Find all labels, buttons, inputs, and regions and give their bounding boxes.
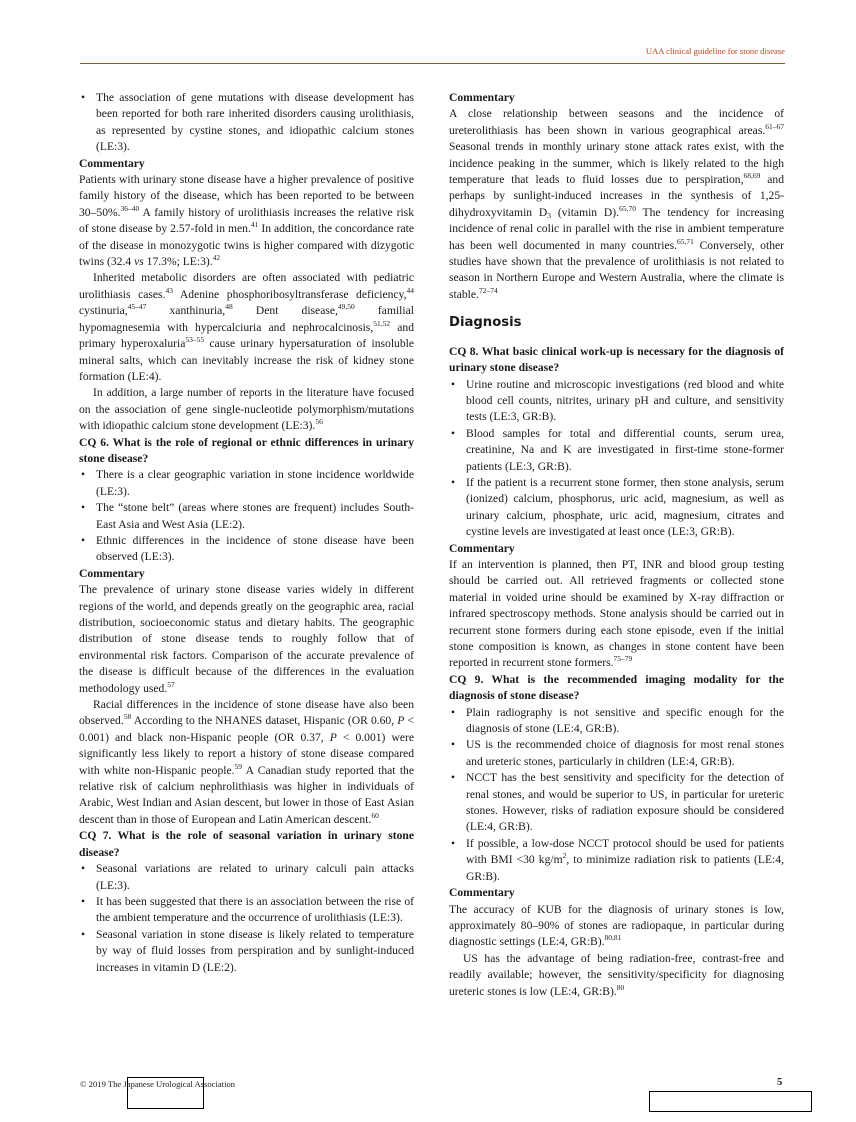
list-item: • Seasonal variations are related to urinary calculi pain attacks (LE:3).: [79, 861, 414, 894]
paragraph: The accuracy of KUB for the diagnosis of urinary stones is low, approximately 80–90% of stones are radiopaque, in particular during diagnostic settings (LE:4, GR:B).$^{80,81}$: [449, 902, 784, 949]
right-column: [449, 90, 784, 1000]
list-item: • If the patient is a recurrent stone former, then stone analysis, serum (ionized) calcium, phosphorus, uric acid, magnesium, as well as urinary calcium, phosphate, uric acid, magnesium, citrates and cystine levels are investigated at least once (LE:3, GR:B).: [449, 475, 784, 541]
paragraph: Patients with urinary stone disease have a higher prevalence of positive family history of the disease, which has been reported to be between 30–50%.$^{36-40}$ A family history of urolithiasis increases the relative risk of stone disease by 2.57-fold in men.$^{41}$ In addition, the concordance rate of the disease in monozygotic twins is higher compared with dizygotic twins (32.4 vs 17.3%; LE:3).$^{42}$: [79, 173, 414, 269]
list-item: • Ethnic differences in the incidence of stone disease have been observed (LE:3).: [79, 533, 414, 566]
commentary-heading: Commentary: [449, 91, 515, 104]
commentary-heading: Commentary: [79, 156, 145, 170]
bullet-list-genetics: [79, 90, 414, 156]
paragraph: The prevalence of urinary stone disease varies widely in different regions of the world, and depends greatly on the geographic area, racial distribution, socioeconomic status and dietary habits. The geographic distribution of stone disease tends to roughly follow that of environmental risk factors. Comparison of the accurate prevalence of the disease is difficult because of the differences in the evaluation methodology used.$^{57}$: [79, 583, 414, 695]
cq6-heading: CQ 6. What is the role of regional or ethnic differences in urinary stone disease?: [79, 435, 414, 465]
cq7-heading: CQ 7. What is the role of seasonal variation in urinary stone disease?: [79, 829, 414, 859]
cq8-heading: CQ 8. What basic clinical work-up is necessary for the diagnosis of urinary stone disease?: [449, 344, 784, 375]
footer-copyright: © 2019 The Japanese Urological Association: [80, 1079, 236, 1089]
list-item: • The “stone belt” (areas where stones are frequent) includes South-East Asia and West Asia (LE:2).: [79, 500, 414, 533]
bullet-list-cq8: [449, 377, 784, 541]
left-column: [79, 90, 414, 976]
commentary-heading: Commentary: [449, 886, 515, 900]
list-item: • There is a clear geographic variation in stone incidence worldwide (LE:3).: [79, 467, 414, 500]
paragraph: A close relationship between seasons and the incidence of ureterolithiasis has been shown in various geographical areas.$^{61-67}$ Seasonal trends in monthly urinary stone attack rates exist, with the incidence peaking in the summer, which is likely related to the high temperature that leads to fluid losses due to perspiration,$^{68,69}$ and perhaps by sunlight-induced increases in the synthesis of 1,25-dihydroxyvitamin $D_3$ (vitamin D).$^{65,70}$ The tendency for increasing incidence of renal colic in parallel with the rise in ambient temperature has been well documented in many countries.$^{65,71}$ Conversely, other studies have shown that the prevalence of urolithiasis is not related to season in Northern Europe and Western Australia, where the climate is stable.$^{72-74}$: [449, 107, 784, 301]
bullet-list-cq6: [79, 467, 414, 565]
commentary-heading: Commentary: [449, 541, 515, 555]
running-title: UAA clinical guideline for stone disease: [645, 46, 785, 56]
paragraph: If an intervention is planned, then PT, INR and blood group testing should be carried out. All retrieved fragments or collected stone material in voided urine should be examined by X-ray diffraction or infrared spectroscopy methods. Stone analysis should be carried out in recurrent stone formers during each stone episode, even if the initial stone composition is known, as changes in stone content have been reported in recurrent stone formers.$^{75-79}$: [449, 557, 784, 670]
bullet-list-cq9: [449, 705, 784, 885]
section-title-diagnosis: Diagnosis: [449, 315, 522, 331]
commentary-heading: Commentary: [79, 566, 145, 580]
list-item: • Blood samples for total and differential counts, serum urea, creatinine, Na and K are investigated in first-time stone-former patients (LE:3, GR:B).: [449, 426, 784, 475]
paragraph: US has the advantage of being radiation-free, contrast-free and readily available; however, the sensitivity/specificity for diagnosing ureteric stones is low (LE:4, GR:B).$^{80}$: [449, 951, 784, 998]
running-header: [80, 46, 785, 60]
list-item: • It has been suggested that there is an association between the rise of the ambient temperature and the occurrence of urolithiasis (LE:3).: [79, 894, 414, 927]
list-item: • Seasonal variation in stone disease is likely related to temperature by way of fluid losses from perspiration and by sunlight-induced increases in vitamin D (LE:2).: [79, 927, 414, 976]
list-item: • The association of gene mutations with disease development has been reported for both rare inherited disorders causing urolithiasis, as represented by cystine stones, and idiopathic calcium stones (LE:3).: [79, 90, 414, 156]
paragraph: Inherited metabolic disorders are often associated with pediatric urolithiasis cases.$^{43}$ Adenine phosphoribosyltransferase deficiency,$^{44}$ cystinuria,$^{45-47}$ xanthinuria,$^{48}$ Dent disease,$^{49,50}$ familial hypomagnesemia with hypercalciuria and nephrocalcinosis,$^{51,52}$ and primary hyperoxaluria$^{53-55}$ cause urinary hypersaturation of insoluble mineral salts, which can inevitably increase the risk of kidney stone formation (LE:4).: [79, 271, 414, 383]
list-item: • NCCT has the best sensitivity and specificity for the detection of renal stones, and would be superior to US, in particular for ureteric stones. However, risks of radiation exposure should be considered (LE:4, GR:B).: [449, 770, 784, 836]
list-item: • If possible, a low-dose NCCT protocol should be used for patients with BMI <30 $kg/m^2$, to minimize radiation risk to patients (LE:4, GR:B).: [449, 836, 784, 885]
list-item: • Urine routine and microscopic investigations (red blood and white blood cell counts, nitrites, urinary pH and culture, and sensitivity tests (LE:3, GR:B).: [449, 377, 784, 426]
list-item: • US is the recommended choice of diagnosis for most renal stones and ureteric stones, particularly in children (LE:4, GR:B).: [449, 737, 784, 770]
bullet-list-cq7: [79, 861, 414, 976]
paragraph: In addition, a large number of reports in the literature have focused on the association of gene single-nucleotide polymorphism/mutations with idiopathic calcium stone development (LE:3).$^{56}$: [79, 386, 414, 433]
list-item: • Plain radiography is not sensitive and specific enough for the diagnosis of stone (LE:4, GR:B).: [449, 705, 784, 738]
cq9-heading: CQ 9. What is the recommended imaging modality for the diagnosis of stone disease?: [449, 672, 784, 703]
page-number: 5: [777, 1077, 783, 1088]
annotation-box: [649, 1091, 812, 1112]
annotation-box: [127, 1077, 204, 1109]
header-rule: [80, 63, 785, 64]
paragraph: Racial differences in the incidence of stone disease have also been observed.$^{58}$ According to the NHANES dataset, Hispanic (OR 0.60, P < 0.001) and black non-Hispanic people (OR 0.37, P < 0.001) were significantly less likely to report a history of stone disease compared with white non-Hispanic people.$^{59}$ A Canadian study reported that the relative risk of calcium nephrolithiasis was higher in individuals of Arabic, West Indian and Asian descent, but lower in those of East Asian descent than in those of European and Latin American descent.$^{60}$: [79, 698, 414, 826]
